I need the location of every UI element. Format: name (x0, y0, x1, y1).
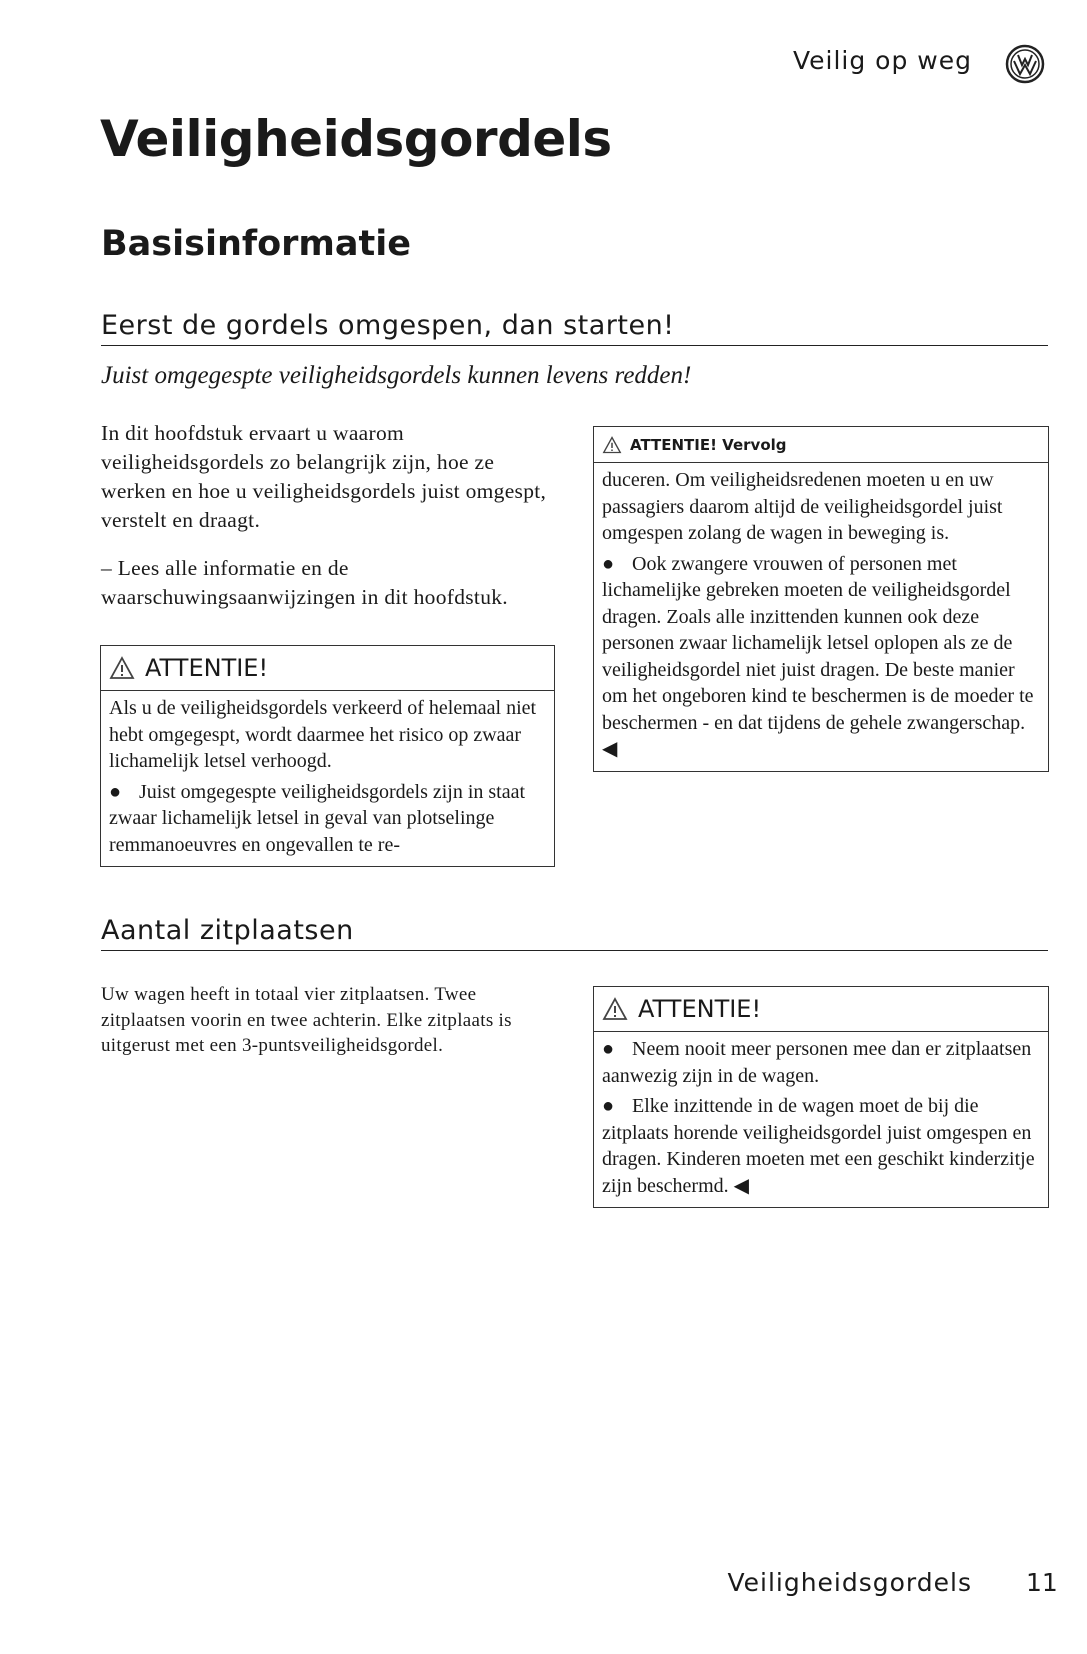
running-header: Veilig op weg (792, 46, 972, 75)
warning-box-continued (593, 426, 1049, 772)
bullet-icon: ● (602, 552, 615, 575)
warning-text: Als u de veiligheidsgordels verkeerd of helemaal niet hebt omgegespt, wordt daarmee het risico op zwaar lichamelijk letsel verhoogd. (109, 697, 537, 772)
warning-box-seats (593, 986, 1049, 1208)
warning-box (100, 645, 555, 867)
intro-paragraph: In dit hoofdstuk ervaart u waarom veiligheidsgordels zo belangrijk zijn, hoe ze werken en hoe u veiligheidsgordels juist omgespt, verstelt en draagt. (101, 421, 547, 532)
bullet-icon: ● (602, 1038, 615, 1060)
warning-bullet: Ook zwangere vrouwen of personen met lichamelijke gebreken moeten de veiligheidsgordel dragen. Zoals alle inzittenden kunnen ook deze personen zwaar lichamelijk letsel oplopen als ze de veiligheidsgordel niet juist dragen. De beste manier om het ongeboren kind te beschermen is de moeder te beschermen - en dat tijdens de gehele zwangerschap. ◀ (602, 552, 1034, 760)
warning-icon (602, 436, 622, 454)
warning-label: ATTENTIE! (145, 654, 269, 682)
warning-bullet: Juist omgegespte veiligheidsgordels zijn in staat zwaar lichamelijk letsel in geval van plotselinge remmanoeuvres en ongevallen te re- (109, 780, 526, 856)
warning-label: ATTENTIE! Vervolg (630, 435, 787, 454)
seats-paragraph: Uw wagen heeft in totaal vier zitplaatsen. Twee zitplaatsen voorin en twee achterin. Elke zitplaats is uitgerust met een 3-puntsveiligheidsgordel. (101, 984, 512, 1056)
warning-icon (109, 656, 135, 680)
subtitle: Basisinformatie (101, 224, 411, 264)
warning-bullet: Neem nooit meer personen mee dan er zitplaatsen aanwezig zijn in de wagen. (602, 1038, 1032, 1087)
footer-title: Veiligheidsgordels (727, 1568, 972, 1597)
intro-text: Juist omgegespte veiligheidsgordels kunnen levens redden! (101, 362, 692, 389)
warning-text: duceren. Om veiligheidsredenen moeten u en uw passagiers daarom altijd de veiligheidsgordel juist omgespen zolang de wagen in beweging is. (602, 469, 1003, 544)
page-title: Veiligheidsgordels (100, 110, 612, 168)
page-number: 11 (1026, 1568, 1058, 1597)
bullet-icon: ● (602, 1095, 615, 1117)
bullet-icon: ● (109, 780, 122, 803)
instruction-item: – Lees alle informatie en de waarschuwingsaanwijzingen in dit hoofdstuk. (101, 556, 508, 609)
section-heading-gordels: Eerst de gordels omgespen, dan starten! (101, 310, 1048, 346)
warning-bullet: Elke inzittende in de wagen moet de bij die zitplaats horende veiligheidsgordel juist omgespen en dragen. Kinderen moeten met een geschikt kinderzitje zijn beschermd. ◀ (602, 1095, 1035, 1197)
vw-logo-icon (1005, 44, 1045, 84)
section-heading-zitplaatsen: Aantal zitplaatsen (101, 915, 1048, 951)
warning-label: ATTENTIE! (638, 995, 762, 1023)
warning-icon (602, 997, 628, 1021)
